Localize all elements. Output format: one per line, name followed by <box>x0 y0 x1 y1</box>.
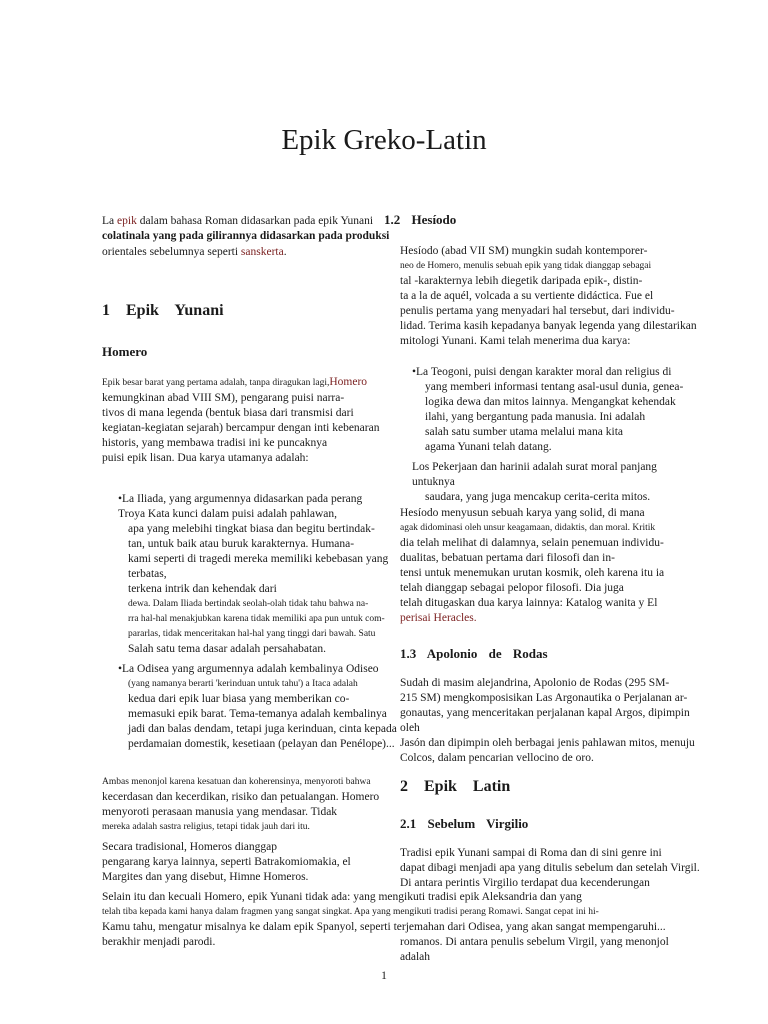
text-line: rra hal-hal menakjubkan karena tidak memiliki apa pun untuk com- <box>128 614 385 624</box>
text-line: ilahi, yang bergantung pada manusia. Ini adalah <box>425 411 646 423</box>
hesiodo-karya-paragraph <box>400 506 700 626</box>
text-line: Colcos, dalam pencarian vellocino de oro. <box>400 752 594 764</box>
text-line: pengarang karya lainnya, seperti Batrakomiomakia, el <box>102 856 351 868</box>
text-line: logika dewa dan mitos lainnya. Mengangkat kehendak <box>425 396 676 408</box>
hesiodo-paragraph <box>400 244 700 349</box>
text-line: agama Yunani telah datang. <box>425 441 552 453</box>
link-homero[interactable]: Homero <box>329 376 368 388</box>
text-line: Los Pekerjaan dan harinii adalah surat moral panjang untuknya <box>412 461 657 488</box>
secara-paragraph <box>102 840 392 885</box>
text-line: Epik besar barat yang pertama adalah, tanpa diragukan lagi,Homero <box>102 376 368 388</box>
text-line: dapat dibagi menjadi apa yang ditulis sebelum dan setelah Virgil. <box>400 862 700 874</box>
text-line: terkena intrik dan kehendak dari <box>128 583 277 595</box>
text-line: Tradisi epik Yunani sampai di Roma dan di sini genre ini <box>400 847 662 859</box>
text-line: perdamaian domestik, kesetiaan (pelayan dan Penélope)... <box>128 738 395 750</box>
text-line: memasuki epik barat. Tema-temanya adalah kembalinya <box>128 708 387 720</box>
section-heading-hesiodo: 1.2 Hesíodo <box>384 212 457 227</box>
text-line: Selain itu dan kecuali Homero, epik Yunani tidak ada: yang mengikuti tradisi epik Aleksandria dan yang <box>102 891 582 903</box>
link-epik[interactable]: epik <box>117 215 137 227</box>
text-line: apa yang melebihi tingkat biasa dan begitu bertindak- <box>128 523 375 535</box>
text-line: telah dianggap sebagai pelopor filosofi. Dia juga <box>400 582 624 594</box>
text-line: kemungkinan abad VIII SM), pengarang puisi narra- <box>102 392 345 404</box>
text-line: saudara, yang juga mencakup cerita-cerita mitos. <box>425 491 651 503</box>
text-line: telah ditugaskan dua karya lainnya: Katalog wanita y El <box>400 597 658 609</box>
apolonio-paragraph <box>400 676 700 766</box>
text-line: Hesíodo menyusun sebuah karya yang solid, di mana <box>400 507 645 519</box>
list-item-teogoni <box>412 365 702 455</box>
text-line: Salah satu tema dasar adalah persahabatan. <box>128 643 326 655</box>
text-line: kecerdasan dan kecerdikan, risiko dan petualangan. Homero <box>102 791 380 803</box>
text-line: Kamu tahu, mengatur misalnya ke dalam epik Spanyol, seperti terjemahan dari Odisea, yang akan sangat mempengaruhi... <box>102 921 666 933</box>
text-line: menyoroti perasaan manusia yang mendasar. Tidak <box>102 806 338 818</box>
section-heading-epik-latin: 2 Epik Latin <box>400 778 511 795</box>
text-line: (yang namanya berarti 'kerinduan untuk tahu') a Itaca adalah <box>128 679 358 689</box>
text-line: tal -karakternya lebih diegetik daripada epik-, distin- <box>400 275 643 287</box>
text-line: telah tiba kepada kami hanya dalam fragmen yang sangat singkat. Apa yang mengikuti tradisi perang Romawi. Sangat cepat ini hi- <box>102 907 599 917</box>
link-perisai-heracles[interactable]: perisai Heracles. <box>400 612 477 624</box>
ambas-paragraph <box>102 775 398 835</box>
document-title: Epik Greko-Latin <box>281 124 487 156</box>
epik-latin-paragraph <box>400 846 700 891</box>
text-line: neo de Homero, menulis sebuah epik yang tidak dianggap sebagai <box>400 261 652 271</box>
subheading-homero: Homero <box>102 344 148 359</box>
text-line: gonautas, yang menceritakan perjalanan kapal Argos, dipimpin oleh <box>400 707 690 734</box>
text-line: mereka adalah sastra religius, tetapi tidak jauh dari itu. <box>102 822 310 832</box>
text-line: Troya Kata kunci dalam puisi adalah pahlawan, <box>118 508 337 520</box>
text-line: penulis pertama yang menyadari hal tersebut, dari individu- <box>400 305 675 317</box>
text-line: pararlas, tidak menceritakan hal-hal yang tinggi dari bawah. Satu <box>128 629 376 639</box>
subheading-sebelum-virgilio: 2.1 Sebelum Virgilio <box>400 816 529 831</box>
text-line: historis, yang membawa tradisi ini ke puncaknya <box>102 437 328 449</box>
text-line: 215 SM) mengkomposisikan Las Argonautika o Perjalanan ar- <box>400 692 688 704</box>
intro-line-1: La epik dalam bahasa Roman didasarkan pada epik Yunani <box>102 215 374 227</box>
list-item-pekerjaan <box>412 460 702 505</box>
list-item-iliada <box>118 492 394 657</box>
text-line: yang memberi informasi tentang asal-usul dunia, genea- <box>425 381 684 393</box>
text-line: dualitas, bebatuan pertama dari filosofi dan in- <box>400 552 615 564</box>
text-line: jadi dan balas dendam, tetapi juga kerinduan, cinta kepada <box>128 723 397 735</box>
text-line: kami seperti di tragedi mereka memiliki kebebasan yang terbatas, <box>128 553 389 580</box>
text-line: Sudah di masim alejandrina, Apolonio de Rodas (295 SM- <box>400 677 670 689</box>
text-line: dewa. Dalam Iliada bertindak seolah-olah tidak tahu bahwa na- <box>128 599 369 609</box>
text-line: •La Odisea yang argumennya adalah kembalinya Odiseo <box>118 663 379 675</box>
text-line: agak didominasi oleh unsur keagamaan, didaktis, dan moral. Kritik <box>400 523 656 533</box>
text-line: Di antara perintis Virgilio terdapat dua kecenderungan <box>400 877 650 889</box>
text-line: Secara tradisional, Homeros dianggap <box>102 841 277 853</box>
section-heading-epik-yunani: 1 Epik Yunani <box>102 302 224 319</box>
text-line: salah satu sumber utama melalui mana kita <box>425 426 623 438</box>
text-line: Jasón dan dipimpin oleh berbagai jenis pahlawan mitos, menuju <box>400 737 695 749</box>
text-line: lidad. Terima kasih kepadanya banyak legenda yang dilestarikan <box>400 320 697 332</box>
text-line: kedua dari epik luar biasa yang memberikan co- <box>128 693 350 705</box>
text-line: tan, untuk baik atau buruk karakternya. Humana- <box>128 538 355 550</box>
epik-latin-bottom-line: romanos. Di antara penulis sebelum Virgil, yang menonjol adalah <box>400 936 669 963</box>
text-line: •La Iliada, yang argumennya didasarkan pada perang <box>118 493 363 505</box>
text-line: ta a la de aquél, volcada a su vertiente didáctica. Fue el <box>400 290 654 302</box>
text-line: •La Teogoni, puisi dengan karakter moral dan religius di <box>412 366 672 378</box>
intro-line-2: colatinala yang pada gilirannya didasarkan pada produksi <box>102 230 390 242</box>
text-line: mitologi Yunani. Kami telah menerima dua karya: <box>400 335 631 347</box>
section-heading-apolonio: 1.3 Apolonio de Rodas <box>400 646 548 661</box>
text-line: Hesíodo (abad VII SM) mungkin sudah kontemporer- <box>400 245 648 257</box>
text-line: tensi untuk menemukan urutan kosmik, oleh karena itu ia <box>400 567 665 579</box>
text-line: dia telah melihat di dalamnya, selain penemuan individu- <box>400 537 664 549</box>
text-line: kegiatan-kegiatan sejarah) bercampur dengan inti kebenaran <box>102 422 380 434</box>
text-line: Margites dan yang disebut, Himne Homeros. <box>102 871 309 883</box>
text-line: puisi epik lisan. Dua karya utamanya adalah: <box>102 452 309 464</box>
page-number: 1 <box>381 970 387 982</box>
text-line: tivos di mana legenda (bentuk biasa dari transmisi dari <box>102 407 354 419</box>
homero-paragraph <box>102 375 392 466</box>
text-line: Ambas menonjol karena kesatuan dan koherensinya, menyoroti bahwa <box>102 777 371 787</box>
text-line: berakhir menjadi parodi. <box>102 936 216 948</box>
list-item-odisea <box>118 662 398 752</box>
link-sanskerta[interactable]: sanskerta <box>240 246 284 258</box>
intro-line-3: orientales sebelumnya seperti sanskerta. <box>102 246 287 258</box>
